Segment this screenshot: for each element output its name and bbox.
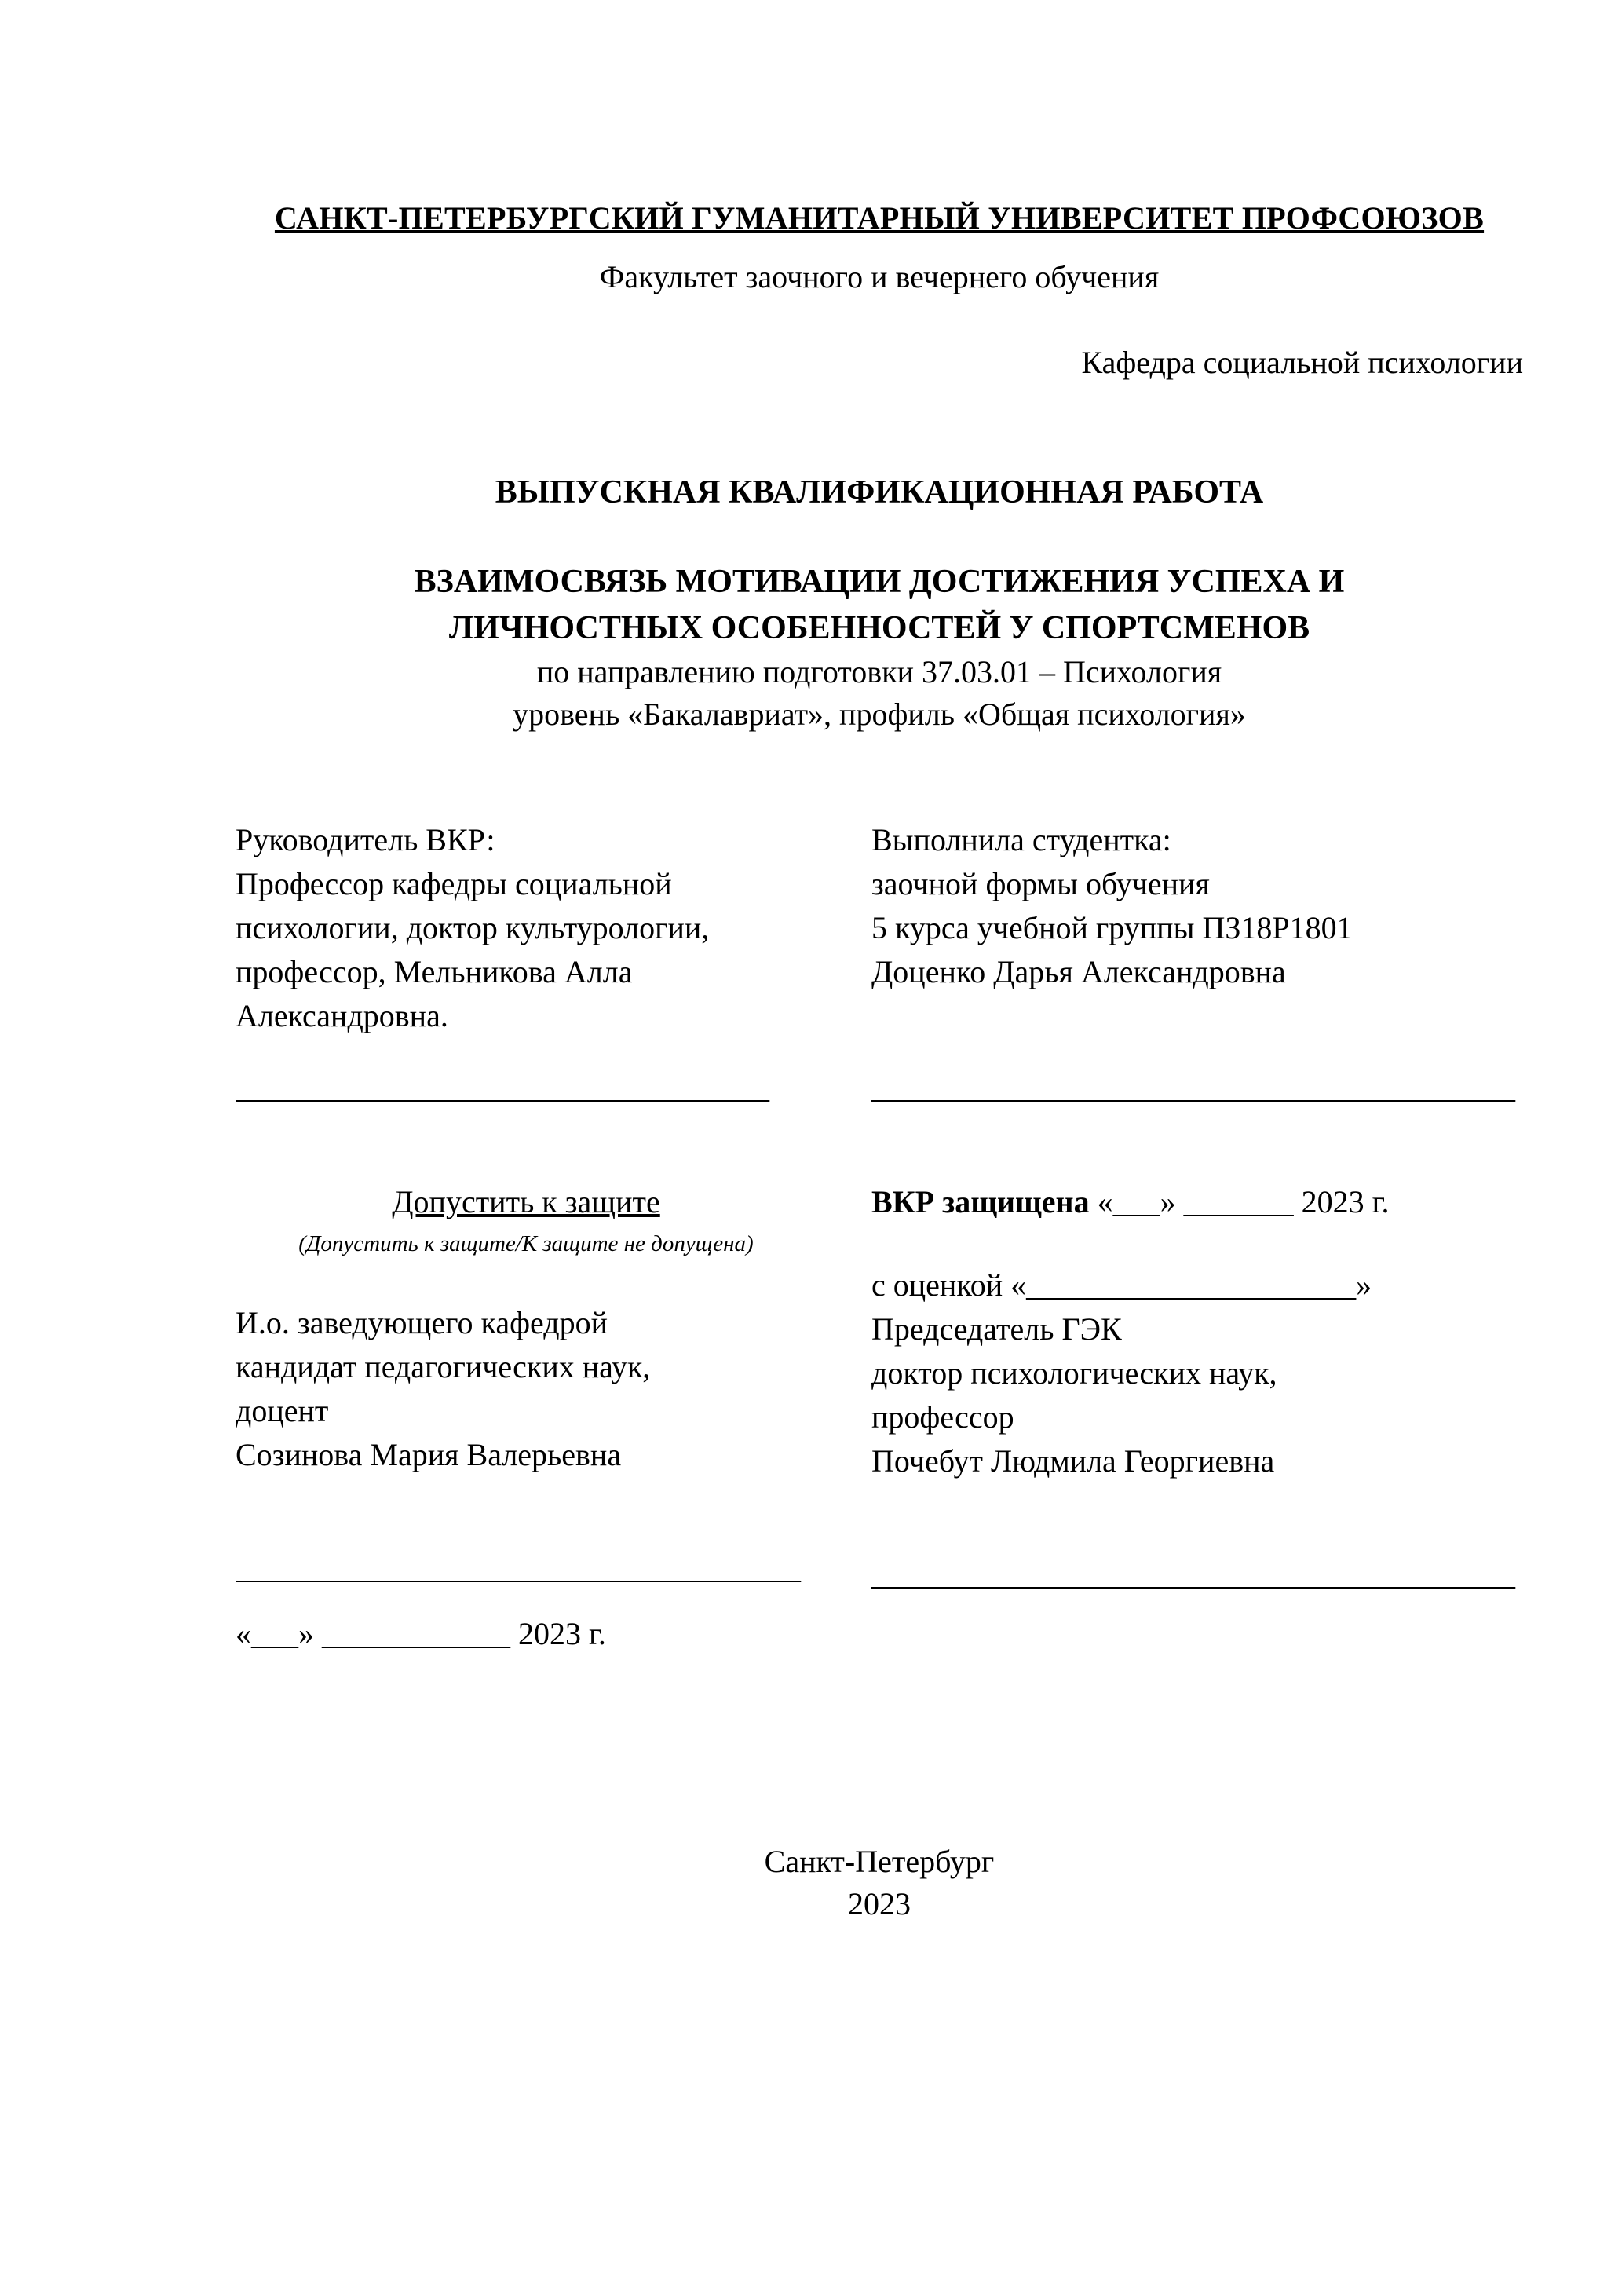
supervisor-line: Профессор кафедры социальной	[236, 866, 672, 902]
student-label: Выполнила студентка:	[871, 822, 1171, 858]
supervisor-label: Руководитель ВКР:	[236, 822, 495, 858]
admission-note: (Допустить к защите/К защите не допущена)	[298, 1231, 754, 1257]
footer-block	[236, 1841, 1523, 1925]
program-direction: по направлению подготовки 37.03.01 – Психология	[536, 654, 1222, 690]
supervisor-block	[236, 818, 816, 1038]
student-line: Доценко Дарья Александровна	[871, 954, 1286, 990]
defense-line: Почебут Людмила Георгиевна	[871, 1443, 1275, 1479]
student-line: 5 курса учебной группы ПЗ18Р1801	[871, 910, 1353, 946]
admission-body	[236, 1301, 816, 1477]
defense-grade-line: с оценкой «_____________________»	[871, 1267, 1372, 1303]
student-line: заочной формы обучения	[871, 866, 1210, 902]
defense-status-line	[871, 1180, 1523, 1224]
defense-line: профессор	[871, 1399, 1014, 1435]
footer-year: 2023	[848, 1885, 911, 1921]
faculty-name: Факультет заочного и вечернего обучения	[599, 259, 1160, 294]
first-signature-row	[236, 1066, 1523, 1110]
department-name: Кафедра социальной психологии	[1081, 345, 1523, 380]
thesis-title-line2: ЛИЧНОСТНЫХ ОСОБЕННОСТЕЙ У СПОРТСМЕНОВ	[448, 609, 1310, 646]
program-block	[236, 651, 1523, 736]
program-level-profile: уровень «Бакалавриат», профиль «Общая психология»	[513, 696, 1246, 733]
thesis-title	[236, 559, 1523, 652]
defense-status-label: ВКР защищена	[871, 1184, 1090, 1220]
defense-line: доктор психологических наук,	[871, 1355, 1277, 1391]
defense-signature-line: _________________________________________	[871, 1556, 1515, 1592]
defense-block	[871, 1180, 1523, 1596]
supervisor-line: Александровна.	[236, 998, 448, 1034]
decision-section	[236, 1180, 1523, 1655]
admission-line: кандидат педагогических наук,	[236, 1348, 651, 1384]
admission-date-line: «___» ____________ 2023 г.	[236, 1615, 606, 1651]
parties-section	[236, 818, 1523, 1038]
admission-heading: Допустить к защите	[392, 1184, 660, 1220]
supervisor-line: психологии, доктор культурологии,	[236, 910, 710, 946]
student-signature-line: _________________________________________	[871, 1069, 1515, 1106]
footer-city: Санкт-Петербург	[764, 1843, 995, 1879]
student-block	[871, 818, 1523, 994]
defense-line: Председатель ГЭК	[871, 1311, 1122, 1347]
thesis-title-line1: ВЗАИМОСВЯЗЬ МОТИВАЦИИ ДОСТИЖЕНИЯ УСПЕХА И	[414, 563, 1345, 600]
supervisor-signature-line: __________________________________	[236, 1069, 769, 1106]
admission-block	[236, 1180, 816, 1655]
admission-line: И.о. заведующего кафедрой	[236, 1304, 608, 1340]
defense-status-date: «___» _______ 2023 г.	[1089, 1184, 1390, 1220]
university-name: САНКТ-ПЕТЕРБУРГСКИЙ ГУМАНИТАРНЫЙ УНИВЕРСИТЕТ ПРОФСОЮЗОВ	[274, 200, 1485, 236]
supervisor-line: профессор, Мельникова Алла	[236, 954, 633, 990]
work-type-heading: ВЫПУСКНАЯ КВАЛИФИКАЦИОННАЯ РАБОТА	[495, 474, 1264, 510]
admission-signature-line: ____________________________________	[236, 1549, 801, 1585]
admission-line: доцент	[236, 1392, 329, 1428]
admission-line: Созинова Мария Валерьевна	[236, 1436, 622, 1472]
